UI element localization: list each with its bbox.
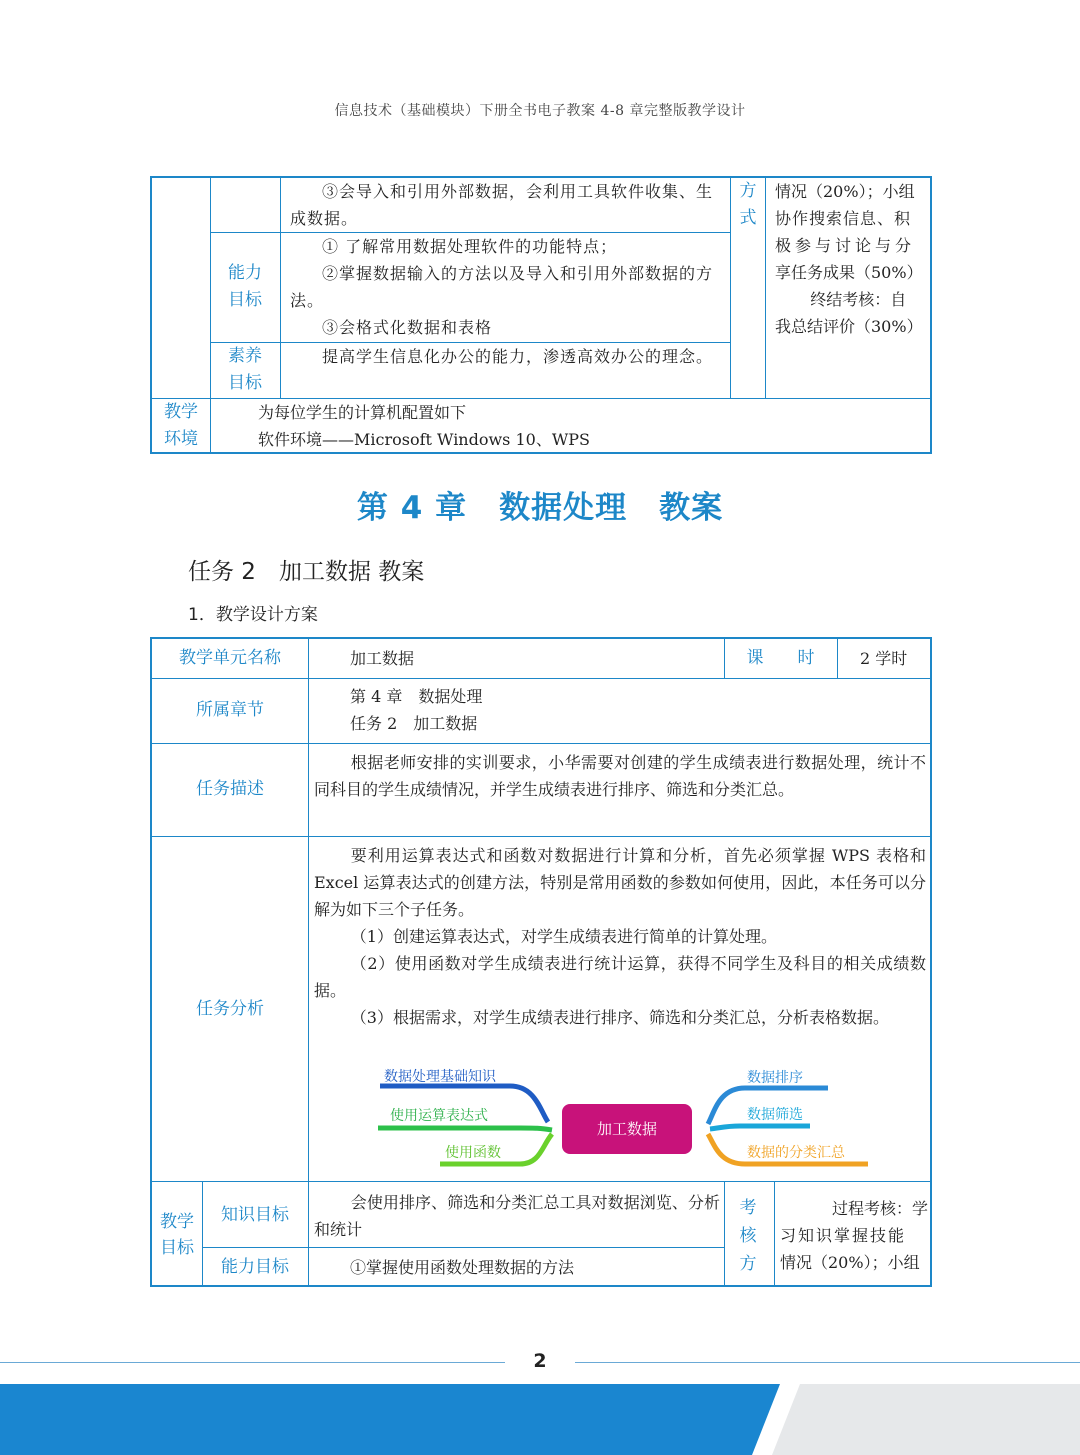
- branch-line-right-2: [710, 1126, 810, 1129]
- chapter-label: 所属章节: [196, 700, 264, 720]
- assess-text: [780, 1195, 928, 1276]
- knowledge-goal-label: 知识目标: [221, 1205, 289, 1225]
- knowledge-goal-text: 会使用排序、筛选和分类汇总工具对数据浏览、分析和统计: [314, 1193, 720, 1239]
- ability-goal-label-2: 能力目标: [221, 1257, 289, 1277]
- assess-label: 考核方: [739, 1198, 757, 1274]
- ability-item-1: ① 了解常用数据处理软件的功能特点；: [322, 237, 618, 256]
- env-label: 教学环境: [164, 402, 198, 449]
- top-table: [150, 176, 932, 454]
- main-table: [150, 637, 932, 1287]
- task-title: 任务 2 加工数据 教案: [188, 559, 425, 585]
- ability-item-2: ②掌握数据输入的方法以及导入和引用外部数据的方法。: [290, 264, 714, 310]
- assessment-line: 情况（20%）；小组: [775, 182, 915, 201]
- mind-map-left-2: 使用运算表达式: [390, 1108, 488, 1124]
- hours-label: 课 时: [746, 648, 815, 668]
- method-label: 方式: [739, 181, 757, 228]
- quality-goal-label: 素养目标: [228, 346, 262, 393]
- assessment-line: 享任务成果（50%）: [775, 263, 923, 282]
- ability-goal-text: ①掌握使用函数处理数据的方法: [350, 1258, 575, 1277]
- footer-band-gray: [772, 1384, 1080, 1455]
- mind-map-left-3: 使用函数: [445, 1145, 501, 1161]
- env-line: 软件环境——Microsoft Windows 10、WPS: [258, 430, 591, 449]
- footer-band: [0, 1384, 1080, 1455]
- mind-map-right-1: 数据排序: [747, 1070, 803, 1086]
- assess-line: 习知识掌握技能: [780, 1226, 907, 1245]
- assessment-line: 极参与讨论与分: [775, 236, 916, 255]
- teaching-goal-label: 教学目标: [160, 1212, 194, 1258]
- mind-map-left-1: 数据处理基础知识: [384, 1069, 496, 1085]
- page-header: 信息技术（基础模块）下册全书电子教案 4-8 章完整版教学设计: [334, 103, 746, 119]
- mind-map-right-2: 数据筛选: [747, 1107, 803, 1123]
- chapter-line: 任务 2 加工数据: [350, 714, 478, 733]
- analysis-para: （3）根据需求，对学生成绩表进行排序、筛选和分类汇总，分析表格数据。: [350, 1008, 889, 1027]
- task-analysis-text: [314, 842, 926, 1031]
- ability-items: [290, 233, 726, 341]
- mind-map-right-3: 数据的分类汇总: [747, 1145, 845, 1161]
- assess-line: 过程考核：学: [831, 1199, 928, 1218]
- assess-line: 情况（20%）；小组: [780, 1253, 920, 1272]
- chapter-value: [350, 683, 482, 737]
- unit-name-label: 教学单元名称: [179, 648, 281, 668]
- ability-item-3: ③会格式化数据和表格: [322, 318, 493, 337]
- analysis-para: （1）创建运算表达式，对学生成绩表进行简单的计算处理。: [350, 927, 777, 946]
- assessment-text: [775, 178, 925, 340]
- analysis-para: 要利用运算表达式和函数对数据进行计算和分析，首先必须掌握 WPS 表格和 Excel 运算表达式的创建方法，特别是常用函数的参数如何使用，因此，本任务可以分解为如下三个子任务。: [314, 846, 926, 919]
- knowledge-item-3: ③会导入和引用外部数据，会利用工具软件收集、生成数据。: [290, 182, 714, 228]
- task-analysis-label: 任务分析: [196, 999, 264, 1019]
- analysis-para: （2）使用函数对学生成绩表进行统计运算，获得不同学生及科目的相关成绩数据。: [314, 954, 926, 1000]
- mind-map-center-label: 加工数据: [596, 1120, 658, 1138]
- footer-band-blue: [0, 1384, 780, 1455]
- unit-name-value: 加工数据: [350, 649, 415, 668]
- page-number: 2: [533, 1350, 547, 1372]
- env-line: 为每位学生的计算机配置如下: [258, 403, 467, 422]
- ability-goal-label: 能力目标: [228, 263, 262, 310]
- quality-goal-text: 提高学生信息化办公的能力，渗透高效办公的理念。: [322, 347, 714, 366]
- task-desc-label: 任务描述: [196, 779, 264, 799]
- assessment-line: 终结考核：自: [810, 290, 907, 309]
- footer-rule-right: [575, 1362, 1080, 1363]
- env-text: [258, 399, 858, 453]
- assessment-line: 我总结评价（30%）: [775, 317, 923, 336]
- task-desc-text: 根据老师安排的实训要求，小华需要对创建的学生成绩表进行数据处理，统计不同科目的学生成绩情况，并学生成绩表进行排序、筛选和分类汇总。: [314, 753, 926, 799]
- chapter-title: 第 4 章 数据处理 教案: [356, 490, 724, 526]
- hours-value: 2 学时: [860, 649, 908, 668]
- chapter-line: 第 4 章 数据处理: [350, 687, 483, 706]
- mind-map-graphic: [370, 1060, 890, 1175]
- section-title: 1．教学设计方案: [188, 605, 318, 625]
- branch-line-left-2: [378, 1128, 552, 1130]
- footer-rule-left: [0, 1362, 505, 1363]
- assessment-line: 协作搜索信息、积: [775, 209, 912, 228]
- mind-map: [370, 1060, 890, 1175]
